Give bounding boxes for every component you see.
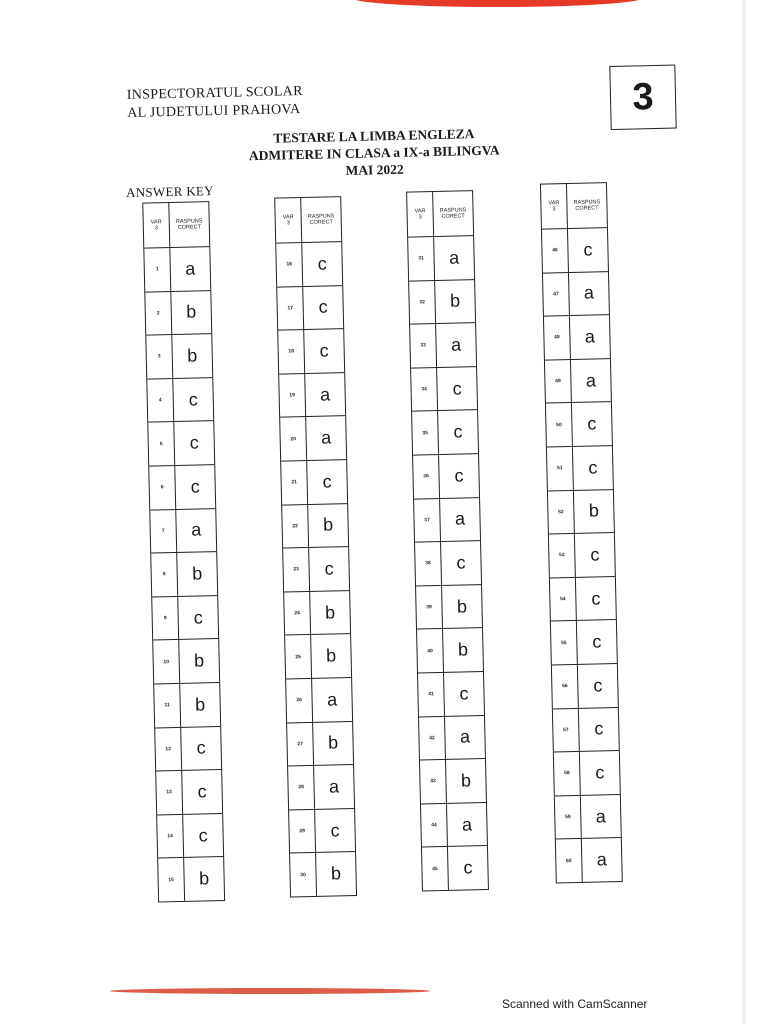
correct-answer: a [595,805,607,827]
correct-answer: c [330,819,340,841]
table-row [156,769,222,814]
question-number: 27 [287,722,314,765]
correct-answer: b [322,514,334,536]
question-number: 5 [148,422,175,465]
correct-answer: b [191,563,203,584]
question-number: 29 [289,810,316,853]
question-number: 44 [421,804,448,847]
table-row [280,415,346,460]
question-number: 48 [544,316,571,359]
correct-answer: b [330,863,342,884]
correct-answer: c [324,558,334,579]
correct-answer: c [593,675,603,696]
table-row [157,813,223,858]
table-row [548,489,614,534]
table-row [555,794,621,839]
answer-header-line-1: RASPUNS [307,213,335,220]
question-number: 11 [154,684,181,727]
table-row [144,246,210,291]
correct-answer: c [193,606,203,628]
correct-answer: c [188,389,198,410]
table-header [275,197,341,242]
question-number: 43 [420,760,447,803]
question-number: 50 [546,403,573,446]
answer-table-column [274,196,357,897]
correct-answer: c [595,762,605,783]
question-number: 12 [155,727,182,770]
variant-header-label: VAR [150,219,162,226]
institution-name [127,83,304,123]
institution-line-2: AL JUDETULUI PRAHOVA [127,102,301,121]
question-number: 55 [551,621,578,664]
table-row [408,235,474,280]
table-row [544,314,610,359]
correct-answer: c [588,457,598,478]
question-number: 45 [422,847,449,890]
question-number: 36 [413,455,440,498]
correct-answer: a [185,258,196,279]
question-number: 35 [412,411,439,454]
question-number: 1 [144,248,171,291]
answer-table-column [142,201,225,902]
correct-answer: a [454,508,466,530]
table-row [286,677,352,722]
scanner-watermark: Scanned with CamScanner [502,997,648,1011]
table-row [552,663,618,708]
document-title [229,124,520,182]
correct-answer: c [198,824,208,846]
correct-answer: c [587,413,597,434]
variant-header-label: VAR [548,200,560,207]
question-number: 30 [290,853,317,896]
question-number: 16 [276,243,303,286]
question-number: 9 [152,597,179,640]
answer-table-column [540,182,623,883]
table-row [284,590,350,635]
answer-header [169,202,209,247]
question-number: 42 [419,716,446,759]
question-number: 58 [554,752,581,795]
table-row [279,372,345,417]
table-row [155,726,221,771]
question-number: 22 [282,505,309,548]
table-row [146,333,212,378]
table-row [158,856,224,901]
correct-answer: c [592,631,602,652]
question-number: 33 [410,324,437,367]
answer-header [567,183,607,228]
correct-answer: a [596,849,608,870]
table-row [411,366,477,411]
question-number: 56 [552,665,579,708]
question-number: 32 [409,281,436,324]
table-row [414,497,480,542]
correct-answer: c [591,587,601,609]
correct-answer: a [326,689,338,710]
question-number: 54 [550,578,577,621]
question-number: 15 [158,858,185,901]
table-row [549,532,615,577]
table-row [418,671,484,716]
correct-answer: b [187,345,198,366]
question-number: 53 [549,534,576,577]
answer-header-line-2: CORECT [177,224,202,231]
question-number: 6 [149,466,176,509]
table-row [281,459,347,504]
correct-answer: b [194,694,206,715]
correct-answer: b [588,500,600,521]
answer-header-line-2: CORECT [575,205,599,212]
question-number: 26 [286,679,313,722]
answer-header-line-1: RASPUNS [573,199,601,206]
table-row [542,227,608,272]
question-number: 47 [543,273,570,316]
question-number: 31 [408,237,435,280]
correct-answer: a [328,776,340,797]
table-row [420,758,486,803]
correct-answer: a [461,813,473,835]
answer-header [433,191,473,236]
correct-answer: b [324,601,336,623]
correct-answer: b [456,595,468,617]
correct-answer: a [190,519,202,540]
question-number: 57 [553,708,580,751]
question-number: 10 [153,640,180,683]
question-number: 41 [418,673,445,716]
answer-header-line-1: RASPUNS [439,207,467,214]
table-row [151,551,217,596]
correct-answer: c [452,378,462,399]
table-row [550,576,616,621]
question-number: 40 [417,629,444,672]
question-number: 20 [280,417,307,460]
correct-answer: a [585,370,597,391]
question-number: 38 [415,542,442,585]
table-row [283,546,349,591]
table-header [143,202,209,247]
table-row [278,328,344,373]
correct-answer: c [456,552,466,573]
correct-answer: c [454,465,464,486]
question-number: 3 [146,335,173,378]
table-header [541,183,607,228]
correct-answer: c [583,239,593,260]
variant-header [143,203,170,248]
table-row [413,453,479,498]
correct-answer: a [583,282,595,304]
table-row [410,322,476,367]
table-row [150,508,216,553]
table-row [277,285,343,330]
table-row [553,707,619,752]
table-row [285,633,351,678]
red-footer-stripe [110,988,430,994]
correct-answer: b [325,645,337,666]
answer-header-line-1: RASPUNS [175,218,203,225]
table-row [409,279,475,324]
table-row [422,845,488,890]
correct-answer: b [449,290,461,312]
correct-answer: a [584,326,596,347]
table-row [154,682,220,727]
variant-header-label: VAR [414,208,426,215]
correct-answer: c [590,544,600,565]
variant-header-number: 3 [418,214,422,221]
correct-answer: c [197,781,207,802]
correct-answer: b [193,650,205,671]
answer-table-column [406,190,489,891]
answer-header [301,197,341,242]
variant-header [541,184,568,229]
table-row [147,377,213,422]
correct-answer: a [320,427,332,448]
correct-answer: c [594,718,604,739]
variant-header-number: 3 [154,225,158,232]
table-row [412,410,478,455]
table-row [148,420,214,465]
question-number: 23 [283,548,310,591]
table-row [282,503,348,548]
question-number: 8 [151,553,178,596]
question-number: 34 [411,368,438,411]
answer-header-line-2: CORECT [441,213,465,220]
question-number: 13 [156,771,183,814]
correct-answer: a [319,384,331,405]
question-number: 25 [285,635,312,678]
correct-answer: a [459,726,471,747]
question-number: 18 [278,330,305,373]
variant-header-label: VAR [282,214,294,221]
table-row [556,837,622,882]
table-row [289,808,355,853]
question-number: 7 [150,510,177,553]
title-line-1: TESTARE LA LIMBA ENGLEZA [273,126,475,146]
correct-answer: c [317,253,327,274]
question-number: 37 [414,499,441,542]
question-number: 52 [548,491,575,534]
answer-header-line-2: CORECT [309,219,333,226]
table-row [554,750,620,795]
table-row [416,584,482,629]
question-number: 28 [288,766,315,809]
table-row [543,271,609,316]
correct-answer: b [327,732,339,753]
table-row [421,802,487,847]
correct-answer: c [190,476,200,497]
title-line-2: ADMITERE IN CLASA a IX-a BILINGVA [248,142,500,164]
question-number: 59 [555,796,582,839]
table-row [545,358,611,403]
question-number: 24 [284,592,311,635]
table-row [417,627,483,672]
question-number: 19 [279,374,306,417]
table-row [145,290,211,335]
table-row [152,595,218,640]
correct-answer: c [322,471,332,492]
question-number: 39 [416,586,443,629]
correct-answer: b [198,868,210,889]
variant-header-number: 3 [552,206,556,213]
correct-answer: c [453,421,463,442]
correct-answer: c [459,683,469,704]
title-line-3: MAI 2022 [345,161,404,179]
correct-answer: b [186,301,197,323]
question-number: 21 [281,461,308,504]
correct-answer: a [448,247,460,268]
table-row [287,721,353,766]
variant-number-box [609,65,676,130]
question-number: 60 [556,839,583,882]
question-number: 46 [542,229,569,272]
table-row [290,851,356,896]
table-row [153,638,219,683]
table-row [149,464,215,509]
correct-answer: c [189,432,199,453]
table-row [415,540,481,585]
correct-answer: b [457,639,469,660]
question-number: 14 [157,815,184,858]
table-row [546,401,612,446]
correct-answer: c [319,340,329,361]
question-number: 49 [545,360,572,403]
table-row [276,241,342,286]
correct-answer: c [463,857,473,878]
table-row [288,764,354,809]
question-number: 51 [547,447,574,490]
question-number: 17 [277,287,304,330]
question-number: 4 [147,379,174,422]
variant-header-number: 3 [286,220,290,227]
question-number: 2 [145,292,172,335]
correct-answer: c [318,296,328,318]
table-row [547,445,613,490]
correct-answer: b [460,770,472,791]
variant-number: 3 [631,75,655,119]
answer-key-label: ANSWER KEY [125,183,215,201]
variant-header [407,192,434,237]
correct-answer: a [450,334,462,355]
table-row [419,715,485,760]
variant-header [275,198,302,243]
correct-answer: c [196,737,206,758]
table-header [407,191,473,236]
institution-line-1: INSPECTORATUL SCOLAR [126,84,303,103]
table-row [551,619,617,664]
